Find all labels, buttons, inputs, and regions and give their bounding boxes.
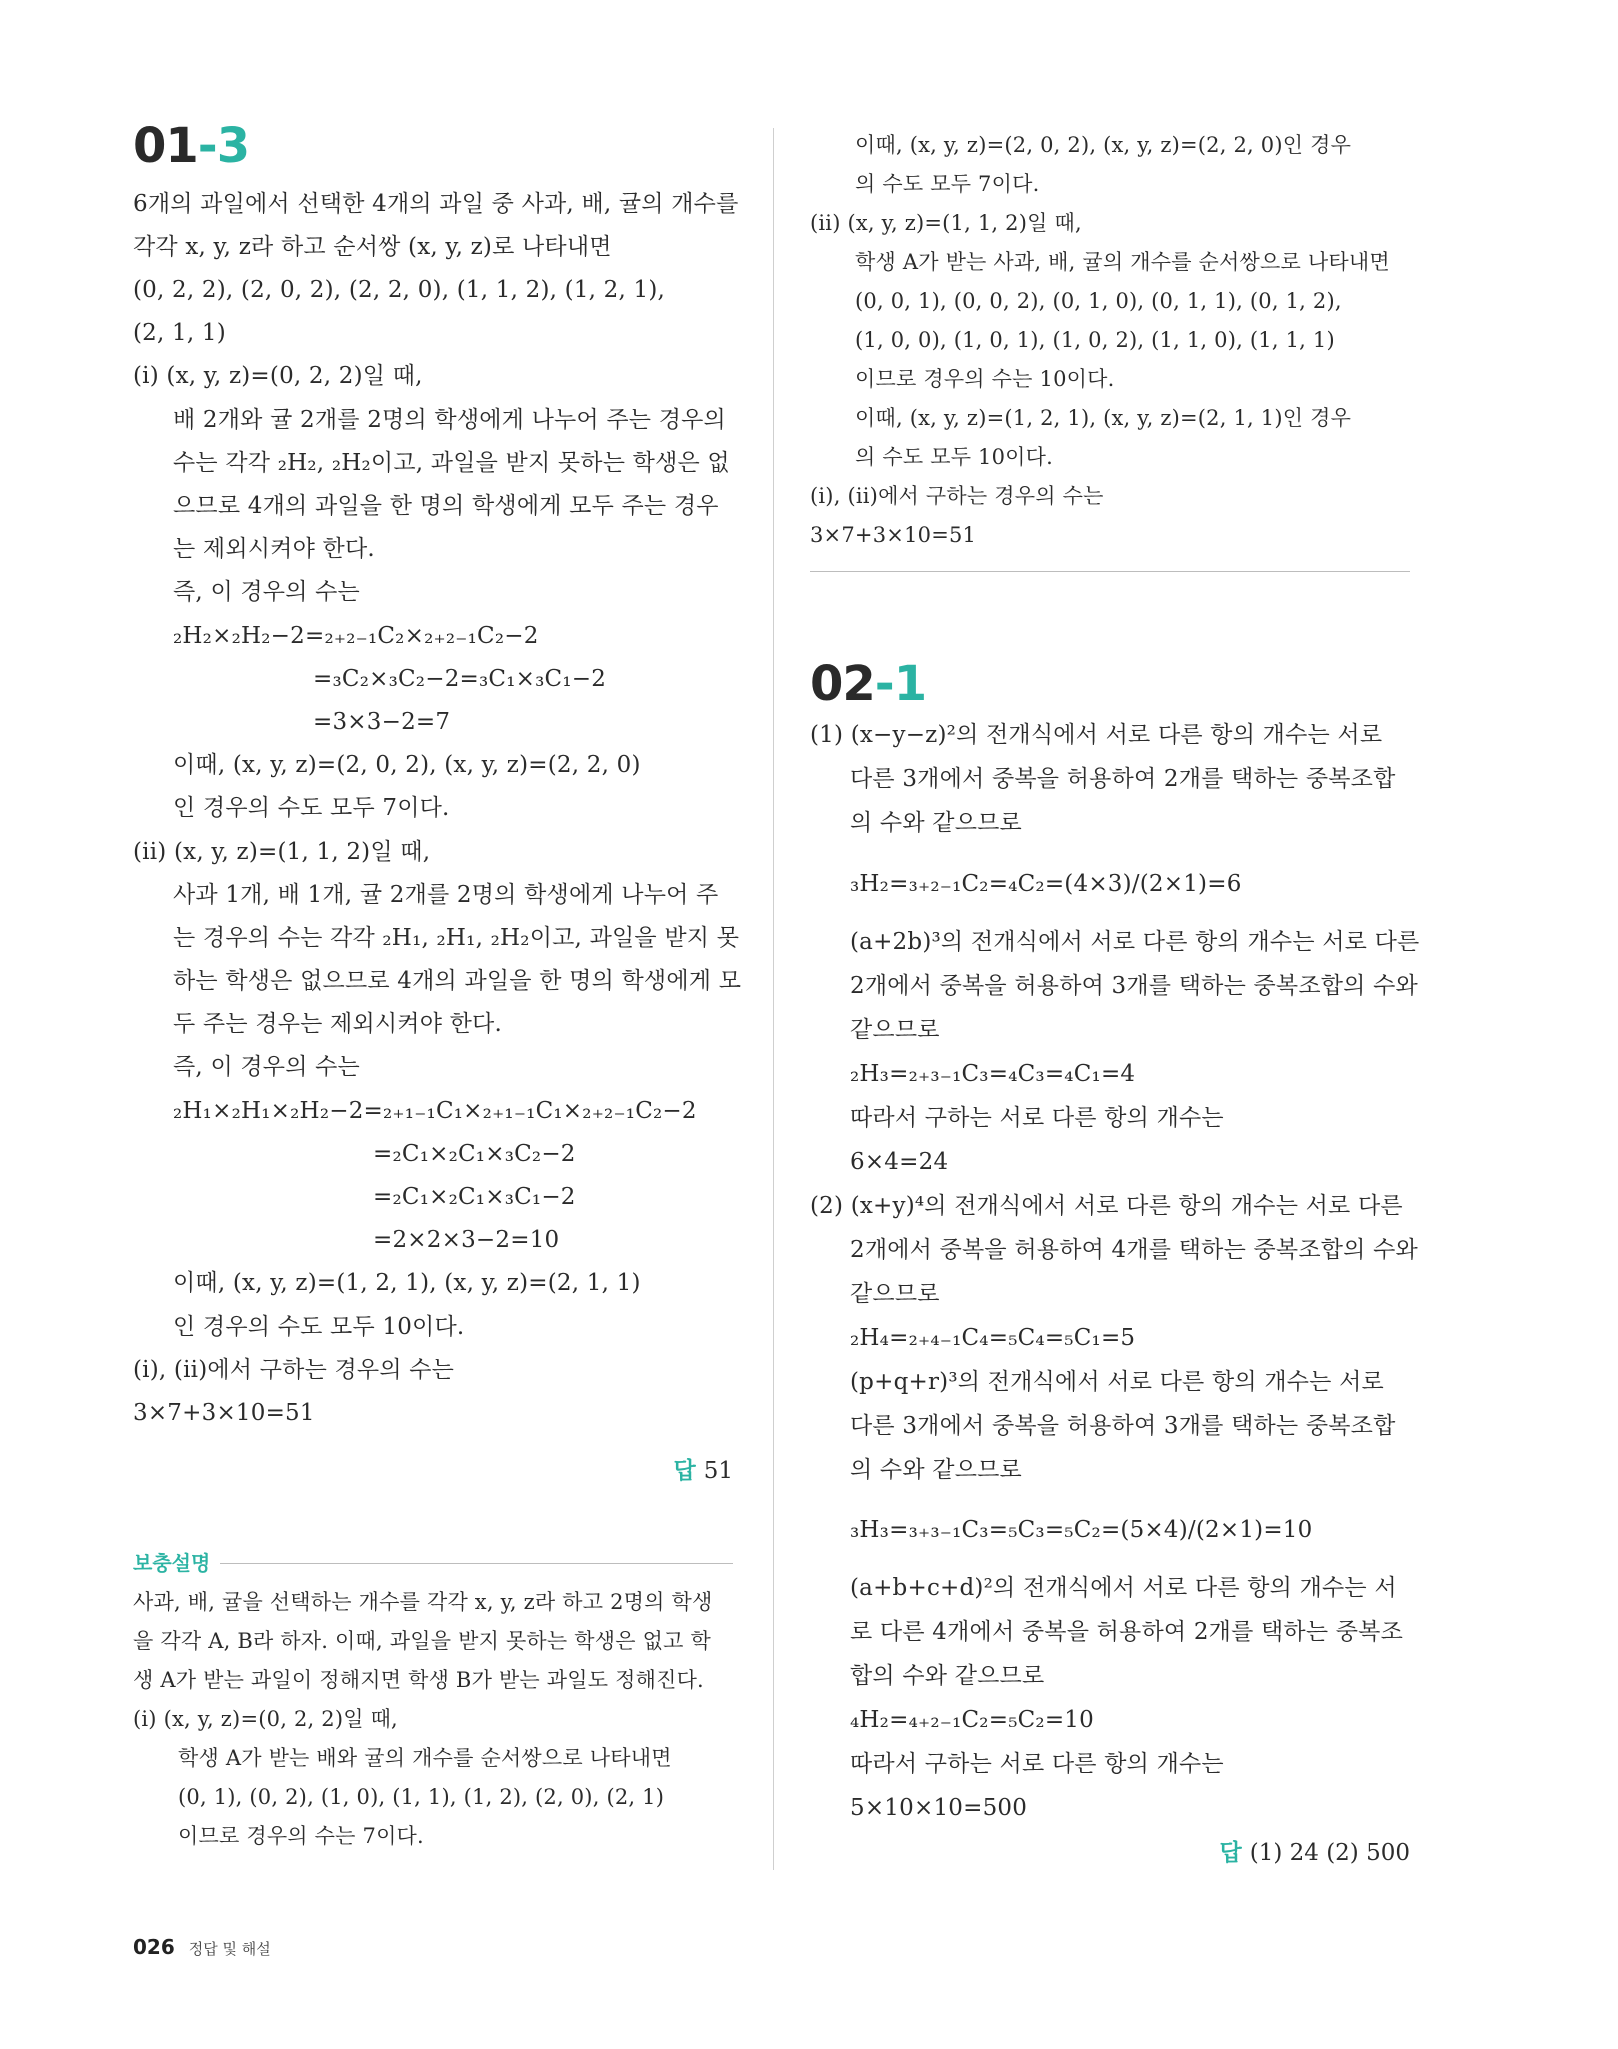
answer-value: (1) 24 (2) 500: [1249, 1840, 1410, 1866]
text-line: 다른 3개에서 중복을 허용하여 2개를 택하는 중복조합: [850, 766, 1396, 792]
supp-line: 이때, (x, y, z)=(2, 0, 2), (x, y, z)=(2, 2, 0)인 경우: [855, 133, 1352, 157]
equation-line: ₄H₂=₄₊₂₋₁C₂=₅C₂=10: [850, 1707, 1094, 1733]
text-line: 따라서 구하는 서로 다른 항의 개수는: [850, 1751, 1224, 1777]
text-line: 다른 3개에서 중복을 허용하여 3개를 택하는 중복조합: [850, 1413, 1396, 1439]
text-line: 즉, 이 경우의 수는: [173, 1054, 360, 1080]
equation-line: =₂C₁×₂C₁×₃C₂−2: [373, 1141, 576, 1167]
supp-line: (ii) (x, y, z)=(1, 1, 2)일 때,: [810, 211, 1082, 235]
supp-line: 학생 A가 받는 사과, 배, 귤의 개수를 순서쌍으로 나타내면: [855, 250, 1390, 274]
text-line: (a+b+c+d)²의 전개식에서 서로 다른 항의 개수는 서: [850, 1575, 1397, 1601]
page-number: 026: [133, 1935, 175, 1959]
text-line: 는 제외시켜야 한다.: [173, 536, 375, 562]
supp-line: 생 A가 받는 과일이 정해지면 학생 B가 받는 과일도 정해진다.: [133, 1668, 704, 1692]
text-line: 의 수와 같으므로: [850, 810, 1022, 836]
equation-line: ₃H₂=₃₊₂₋₁C₂=₄C₂=(4×3)/(2×1)=6: [850, 871, 1242, 897]
equation-line: =₂C₁×₂C₁×₃C₁−2: [373, 1184, 576, 1210]
answer-tag: 답: [673, 1458, 696, 1484]
supp-line: 이때, (x, y, z)=(1, 2, 1), (x, y, z)=(2, 1, 1)인 경우: [855, 406, 1352, 430]
supp-line: (0, 0, 1), (0, 0, 2), (0, 1, 0), (0, 1, 1), (0, 1, 2),: [855, 289, 1342, 313]
text-line: (0, 2, 2), (2, 0, 2), (2, 2, 0), (1, 1, 2), (1, 2, 1),: [133, 277, 666, 303]
supplementary-label: 보충설명: [133, 1551, 220, 1575]
text-line: 두 주는 경우는 제외시켜야 한다.: [173, 1011, 502, 1037]
supp-line: 을 각각 A, B라 하자. 이때, 과일을 받지 못하는 학생은 없고 학: [133, 1629, 711, 1653]
answer-tag: 답: [1219, 1840, 1242, 1866]
text-line: 이때, (x, y, z)=(1, 2, 1), (x, y, z)=(2, 1, 1): [173, 1270, 641, 1296]
text-line: 2개에서 중복을 허용하여 4개를 택하는 중복조합의 수와: [850, 1237, 1418, 1263]
problem-heading-02-1: 02-1: [810, 656, 927, 712]
case-label: (ii) (x, y, z)=(1, 1, 2)일 때,: [133, 839, 431, 865]
text-line: 같으므로: [850, 1281, 940, 1307]
case-label: (i) (x, y, z)=(0, 2, 2)일 때,: [133, 363, 423, 389]
case-label: (2) (x+y)⁴의 전개식에서 서로 다른 항의 개수는 서로 다른: [810, 1193, 1403, 1219]
equation-line: =3×3−2=7: [313, 709, 451, 735]
text-line: 각각 x, y, z라 하고 순서쌍 (x, y, z)로 나타내면: [133, 234, 612, 260]
column-divider: [773, 128, 774, 1870]
text-line: 인 경우의 수도 모두 7이다.: [173, 795, 450, 821]
supplementary-header: [133, 1548, 733, 1578]
text-line: 는 경우의 수는 각각 ₂H₁, ₂H₁, ₂H₂이고, 과일을 받지 못: [173, 925, 740, 951]
supp-line: (1, 0, 0), (1, 0, 1), (1, 0, 2), (1, 1, 0), (1, 1, 1): [855, 328, 1335, 352]
supp-line: (i), (ii)에서 구하는 경우의 수는: [810, 484, 1104, 508]
text-line: (p+q+r)³의 전개식에서 서로 다른 항의 개수는 서로: [850, 1369, 1384, 1395]
answer-value: 51: [703, 1458, 733, 1484]
supp-line: 이므로 경우의 수는 10이다.: [855, 367, 1115, 391]
supp-line: (i) (x, y, z)=(0, 2, 2)일 때,: [133, 1707, 398, 1731]
answer: [674, 1456, 734, 1486]
supp-line: 3×7+3×10=51: [810, 523, 977, 547]
text-line: 의 수와 같으므로: [850, 1457, 1022, 1483]
equation-line: 6×4=24: [850, 1149, 949, 1175]
text-line: 인 경우의 수도 모두 10이다.: [173, 1314, 465, 1340]
footer-title: 정답 및 해설: [188, 1940, 271, 1958]
text-line: 따라서 구하는 서로 다른 항의 개수는: [850, 1105, 1224, 1131]
equation-line: =2×2×3−2=10: [373, 1227, 560, 1253]
equation-line: ₂H₃=₂₊₃₋₁C₃=₄C₃=₄C₁=4: [850, 1061, 1136, 1087]
text-line: 합의 수와 같으므로: [850, 1663, 1045, 1689]
equation-line: 3×7+3×10=51: [133, 1400, 315, 1426]
case-label: (1) (x−y−z)²의 전개식에서 서로 다른 항의 개수는 서로: [810, 722, 1383, 748]
text-line: 수는 각각 ₂H₂, ₂H₂이고, 과일을 받지 못하는 학생은 없: [173, 450, 730, 476]
text-line: (2, 1, 1): [133, 320, 226, 346]
supp-line: 의 수도 모두 7이다.: [855, 172, 1040, 196]
supp-line: 사과, 배, 귤을 선택하는 개수를 각각 x, y, z라 하고 2명의 학생: [133, 1590, 713, 1614]
supp-line: 의 수도 모두 10이다.: [855, 445, 1054, 469]
supp-line: (0, 1), (0, 2), (1, 0), (1, 1), (1, 2), (2, 0), (2, 1): [178, 1785, 665, 1809]
text-line: (i), (ii)에서 구하는 경우의 수는: [133, 1357, 455, 1383]
text-line: 로 다른 4개에서 중복을 허용하여 2개를 택하는 중복조: [850, 1619, 1404, 1645]
text-line: (a+2b)³의 전개식에서 서로 다른 항의 개수는 서로 다른: [850, 929, 1420, 955]
equation-line: =₃C₂×₃C₂−2=₃C₁×₃C₁−2: [313, 666, 607, 692]
equation-line: ₂H₁×₂H₁×₂H₂−2=₂₊₁₋₁C₁×₂₊₁₋₁C₁×₂₊₂₋₁C₂−2: [173, 1098, 697, 1124]
text-line: 배 2개와 귤 2개를 2명의 학생에게 나누어 주는 경우의: [173, 407, 726, 433]
page-footer: [133, 1935, 271, 1959]
supplementary-rule: [133, 1563, 733, 1564]
text-line: 하는 학생은 없으므로 4개의 과일을 한 명의 학생에게 모: [173, 968, 742, 994]
problem-heading-01-3: 01-3: [133, 118, 250, 174]
text-line: 2개에서 중복을 허용하여 3개를 택하는 중복조합의 수와: [850, 973, 1418, 999]
answer: [1220, 1838, 1410, 1868]
text-line: 사과 1개, 배 1개, 귤 2개를 2명의 학생에게 나누어 주: [173, 882, 719, 908]
equation-line: ₂H₂×₂H₂−2=₂₊₂₋₁C₂×₂₊₂₋₁C₂−2: [173, 623, 539, 649]
text-line: 즉, 이 경우의 수는: [173, 579, 360, 605]
text-line: 6개의 과일에서 선택한 4개의 과일 중 사과, 배, 귤의 개수를: [133, 191, 739, 217]
equation-line: 5×10×10=500: [850, 1795, 1028, 1821]
text-line: 이때, (x, y, z)=(2, 0, 2), (x, y, z)=(2, 2, 0): [173, 752, 641, 778]
equation-line: ₂H₄=₂₊₄₋₁C₄=₅C₄=₅C₁=5: [850, 1325, 1136, 1351]
supp-line: 학생 A가 받는 배와 귤의 개수를 순서쌍으로 나타내면: [178, 1746, 672, 1770]
supp-line: 이므로 경우의 수는 7이다.: [178, 1824, 424, 1848]
equation-line: ₃H₃=₃₊₃₋₁C₃=₅C₃=₅C₂=(5×4)/(2×1)=10: [850, 1517, 1313, 1543]
text-line: 으므로 4개의 과일을 한 명의 학생에게 모두 주는 경우: [173, 493, 719, 519]
text-line: 같으므로: [850, 1017, 940, 1043]
section-rule: [810, 571, 1410, 572]
